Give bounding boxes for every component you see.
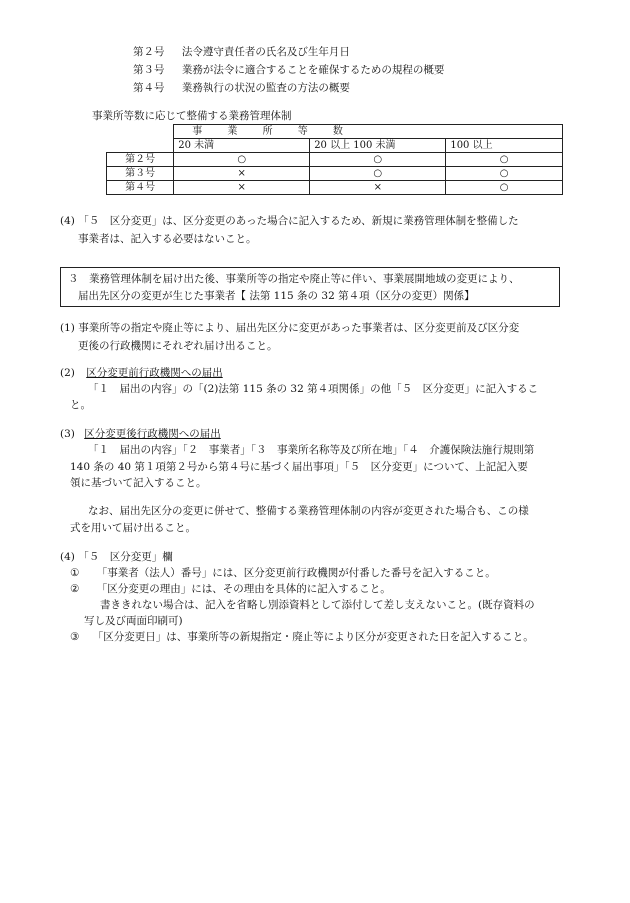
box-line2: 届出先区分の変更が生じた事業者【 法第 115 条の 32 第４項（区分の変更）関係】 (78, 290, 475, 302)
item-text: 法令遵守責任者の氏名及び生年月日 (181, 46, 350, 58)
item-num: 第３号 (133, 64, 165, 76)
management-table (106, 124, 563, 195)
p4-heading: (4) 「５ 区分変更」欄 (60, 551, 173, 563)
column-header: 100 以上 (446, 139, 563, 153)
table-cell: ○ (310, 153, 446, 167)
heading-text: 区分変更前行政機関への届出 (86, 367, 223, 379)
note4-line1: (4) 「５ 区分変更」は、区分変更のあった場合に記入するため、新規に業務管理体制を整備した (60, 215, 519, 227)
column-header: 20 未満 (174, 139, 310, 153)
p4-sub-line2: 写し及び両面印刷可) (84, 615, 183, 627)
table-caption: 事業所等数に応じて整備する業務管理体制 (92, 110, 292, 122)
p2-line1: 「１ 届出の内容」の「(2)法第 115 条の 32 第４項関係」の他「５ 区分変更」に記入するこ (88, 383, 539, 395)
table-column-row (107, 139, 563, 153)
p4-item-3 (70, 630, 534, 644)
heading-text: 区分変更後行政機関への届出 (84, 428, 221, 440)
row-label: 第２号 (107, 153, 174, 167)
item-mark: ③ (70, 631, 80, 643)
table-cell: × (174, 167, 310, 181)
p3-para2-line2: 式を用いて届け出ること。 (70, 522, 196, 534)
item-text: 「区分変更の理由」には、その理由を具体的に記入すること。 (96, 583, 391, 595)
note4-line2: 事業者は、記入する必要はないこと。 (78, 233, 257, 245)
table-cell: ○ (446, 167, 563, 181)
item-text: 「事業者（法人）番号」には、区分変更前行政機関が付番した番号を記入すること。 (96, 567, 496, 579)
item-text: 業務が法令に適合することを確保するための規程の概要 (181, 64, 445, 76)
heading-num: (3) (60, 428, 75, 440)
item-mark: ① (70, 567, 80, 579)
table-row (107, 181, 563, 195)
p3-line2: 140 条の 40 第１項第２号から第４号に基づく届出事項」「５ 区分変更」について、上記記入要 (70, 461, 528, 473)
table-row (107, 153, 563, 167)
p2-line2: と。 (70, 399, 91, 411)
item-num: 第４号 (133, 82, 165, 94)
row-label: 第４号 (107, 181, 174, 195)
p4-sub-line1: 書ききれない場合は、記入を省略し別添資料として添付して差し支えないこと。(既存資料の (100, 599, 535, 611)
table-cell: ○ (446, 153, 563, 167)
table-cell: × (310, 181, 446, 195)
item-num: 第２号 (133, 46, 165, 58)
table-cell: ○ (174, 153, 310, 167)
box-line1: ３ 業務管理体制を届け出た後、事業所等の指定や廃止等に伴い、事業展開地域の変更により、 (68, 273, 520, 285)
group-header: 事 業 所 等 数 (174, 125, 563, 139)
table-cell: × (174, 181, 310, 195)
p4-item-2 (70, 582, 391, 596)
p1-line2: 更後の行政機関にそれぞれ届け出ること。 (78, 340, 278, 352)
item-2 (133, 45, 350, 59)
table-header-row (107, 125, 563, 139)
item-3 (133, 63, 444, 77)
p3-heading (60, 427, 221, 441)
item-text: 「区分変更日」は、事業所等の新規指定・廃止等により区分が変更された日を記入すること。 (92, 631, 534, 643)
item-4 (133, 81, 350, 95)
table-cell: ○ (446, 181, 563, 195)
p3-line3: 領に基づいて記入すること。 (70, 477, 207, 489)
column-header: 20 以上 100 未満 (310, 139, 446, 153)
row-label: 第３号 (107, 167, 174, 181)
p2-heading (60, 366, 223, 380)
table-corner (107, 125, 174, 153)
p3-para2-line1: なお、届出先区分の変更に併せて、整備する業務管理体制の内容が変更された場合も、この様 (88, 505, 529, 517)
p3-line1: 「１ 届出の内容」「２ 事業者」「３ 事業所名称等及び所在地」「４ 介護保険法施行規則第 (88, 444, 535, 456)
item-mark: ② (70, 583, 80, 595)
table-cell: ○ (310, 167, 446, 181)
item-text: 業務執行の状況の監査の方法の概要 (181, 82, 350, 94)
p1-line1: (1) 事業所等の指定や廃止等により、届出先区分に変更があった事業者は、区分変更前及び区分変 (60, 322, 520, 334)
table-row (107, 167, 563, 181)
heading-num: (2) (60, 367, 75, 379)
p4-item-1 (70, 566, 496, 580)
